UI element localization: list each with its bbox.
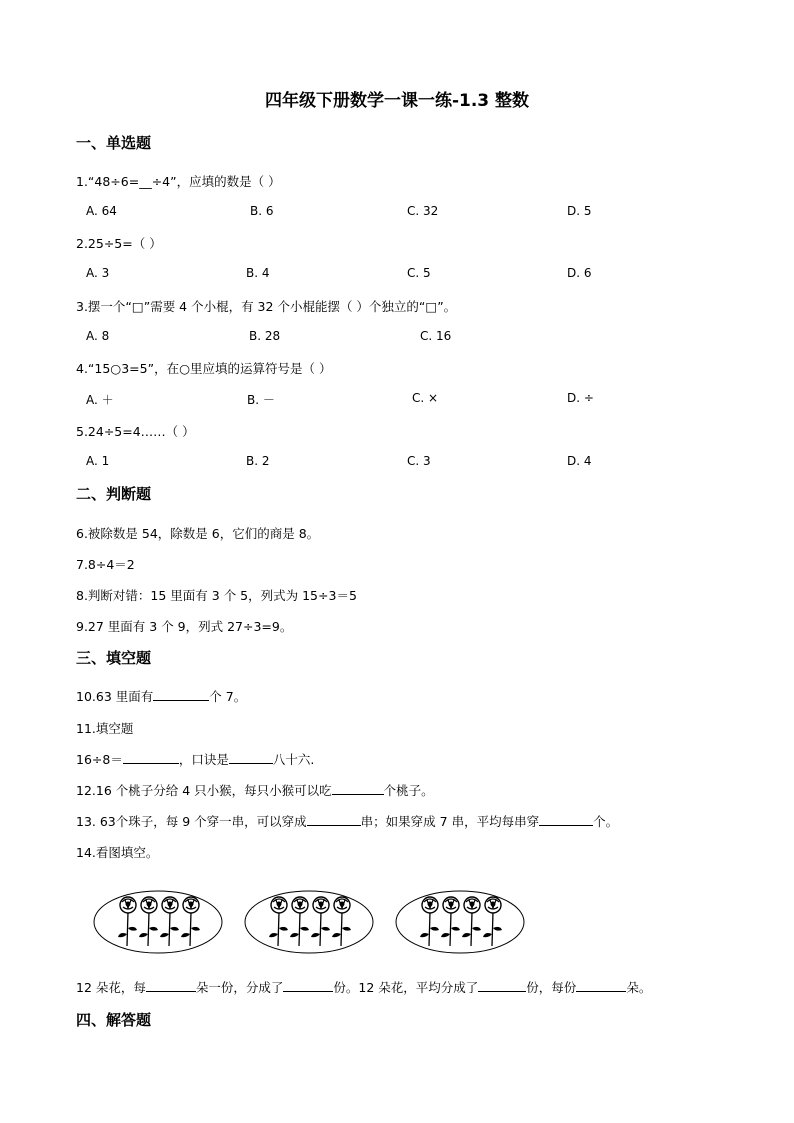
question-12-text-a: 12.16 个桃子分给 4 只小猴，每只小猴可以吃 bbox=[76, 783, 332, 798]
option-c[interactable]: C. 32 bbox=[407, 204, 439, 218]
question-14-text-d: 份，每份 bbox=[526, 980, 577, 995]
question-11 bbox=[76, 750, 314, 768]
flower-icon bbox=[160, 897, 179, 946]
option-b[interactable]: B. 28 bbox=[249, 329, 281, 343]
option-a[interactable]: A. ＋ bbox=[86, 393, 114, 407]
answer-blank[interactable] bbox=[478, 980, 526, 992]
answer-blank[interactable] bbox=[123, 752, 179, 764]
option-b[interactable]: B. 2 bbox=[246, 454, 270, 468]
flower-icon bbox=[462, 897, 481, 946]
question-7: 7.8÷4＝2 bbox=[76, 557, 135, 572]
option-a[interactable]: A. 3 bbox=[86, 266, 110, 280]
flower-group bbox=[94, 891, 222, 953]
answer-blank[interactable] bbox=[539, 814, 593, 826]
answer-blank[interactable] bbox=[283, 980, 333, 992]
section-heading-answer: 四、解答题 bbox=[76, 1011, 152, 1029]
option-a[interactable]: A. 64 bbox=[86, 204, 117, 218]
option-a[interactable]: A. 8 bbox=[86, 329, 110, 343]
question-2-options bbox=[76, 266, 736, 284]
question-10-text-a: 10.63 里面有 bbox=[76, 689, 154, 704]
question-12-text-b: 个桃子。 bbox=[383, 783, 434, 798]
option-c[interactable]: C. 5 bbox=[407, 266, 431, 280]
option-b[interactable]: B. － bbox=[247, 393, 275, 407]
flower-icon bbox=[311, 897, 330, 946]
option-c[interactable]: C. 16 bbox=[420, 329, 452, 343]
flower-icon bbox=[290, 897, 309, 946]
flower-group bbox=[245, 891, 373, 953]
question-1: 1.“48÷6=__÷4”，应填的数是（ ） bbox=[76, 174, 281, 189]
option-a[interactable]: A. 1 bbox=[86, 454, 110, 468]
question-14-text-c: 份。12 朵花，平均分成了 bbox=[333, 980, 479, 995]
flower-group bbox=[396, 891, 524, 953]
section-heading-fill: 三、填空题 bbox=[76, 649, 152, 667]
question-12 bbox=[76, 781, 434, 799]
question-8: 8.判断对错：15 里面有 3 个 5，列式为 15÷3＝5 bbox=[76, 588, 357, 603]
question-14-title: 14.看图填空。 bbox=[76, 845, 159, 860]
question-1-options bbox=[76, 204, 736, 222]
question-14 bbox=[76, 978, 651, 996]
option-b[interactable]: B. 4 bbox=[246, 266, 270, 280]
flower-groups-figure bbox=[92, 888, 532, 966]
question-6: 6.被除数是 54，除数是 6，它们的商是 8。 bbox=[76, 526, 320, 541]
question-11-text-c: 八十六. bbox=[272, 752, 315, 767]
section-heading-judge: 二、判断题 bbox=[76, 485, 152, 503]
question-13 bbox=[76, 812, 618, 830]
question-11-text-a: 16÷8＝ bbox=[76, 752, 123, 767]
flower-icon bbox=[269, 897, 288, 946]
question-13-text-b: 串；如果穿成 7 串，平均每串穿 bbox=[360, 814, 540, 829]
option-c[interactable]: C. 3 bbox=[407, 454, 431, 468]
page-title: 四年级下册数学一课一练-1.3 整数 bbox=[264, 91, 530, 111]
question-10 bbox=[76, 687, 246, 705]
question-11-text-b: ，口诀是 bbox=[178, 752, 229, 767]
answer-blank[interactable] bbox=[576, 980, 626, 992]
section-heading-single-choice: 一、单选题 bbox=[76, 134, 152, 152]
question-13-text-a: 13. 63个珠子，每 9 个穿一串，可以穿成 bbox=[76, 814, 307, 829]
option-b[interactable]: B. 6 bbox=[250, 204, 274, 218]
option-d[interactable]: D. 4 bbox=[567, 454, 592, 468]
question-3-options bbox=[76, 329, 736, 347]
option-d[interactable]: D. ÷ bbox=[567, 391, 594, 405]
question-4-options bbox=[76, 391, 736, 409]
answer-blank[interactable] bbox=[153, 689, 209, 701]
flower-icon bbox=[181, 897, 200, 946]
answer-blank[interactable] bbox=[307, 814, 361, 826]
flower-icon bbox=[332, 897, 351, 946]
answer-blank[interactable] bbox=[146, 980, 196, 992]
answer-blank[interactable] bbox=[229, 752, 273, 764]
question-9: 9.27 里面有 3 个 9，列式 27÷3=9。 bbox=[76, 619, 293, 634]
flower-icon bbox=[420, 897, 439, 946]
question-4: 4.“15○3=5”，在○里应填的运算符号是（ ） bbox=[76, 361, 332, 376]
flower-icon bbox=[139, 897, 158, 946]
option-c[interactable]: C. × bbox=[412, 391, 439, 405]
question-13-text-c: 个。 bbox=[593, 814, 619, 829]
question-11-title: 11.填空题 bbox=[76, 721, 134, 736]
question-5: 5.24÷5=4……（ ） bbox=[76, 424, 195, 439]
question-2: 2.25÷5=（ ） bbox=[76, 236, 162, 251]
question-3: 3.摆一个“□”需要 4 个小棍，有 32 个小棍能摆（ ）个独立的“□”。 bbox=[76, 299, 457, 314]
question-14-text-e: 朵。 bbox=[626, 980, 652, 995]
answer-blank[interactable] bbox=[332, 783, 384, 795]
flower-icon bbox=[483, 897, 502, 946]
option-d[interactable]: D. 6 bbox=[567, 266, 592, 280]
flower-icon bbox=[118, 897, 137, 946]
question-14-text-b: 朵一份，分成了 bbox=[195, 980, 284, 995]
flower-icon bbox=[441, 897, 460, 946]
question-14-text-a: 12 朵花，每 bbox=[76, 980, 146, 995]
option-d[interactable]: D. 5 bbox=[567, 204, 592, 218]
question-5-options bbox=[76, 454, 736, 472]
question-10-text-b: 个 7。 bbox=[209, 689, 247, 704]
